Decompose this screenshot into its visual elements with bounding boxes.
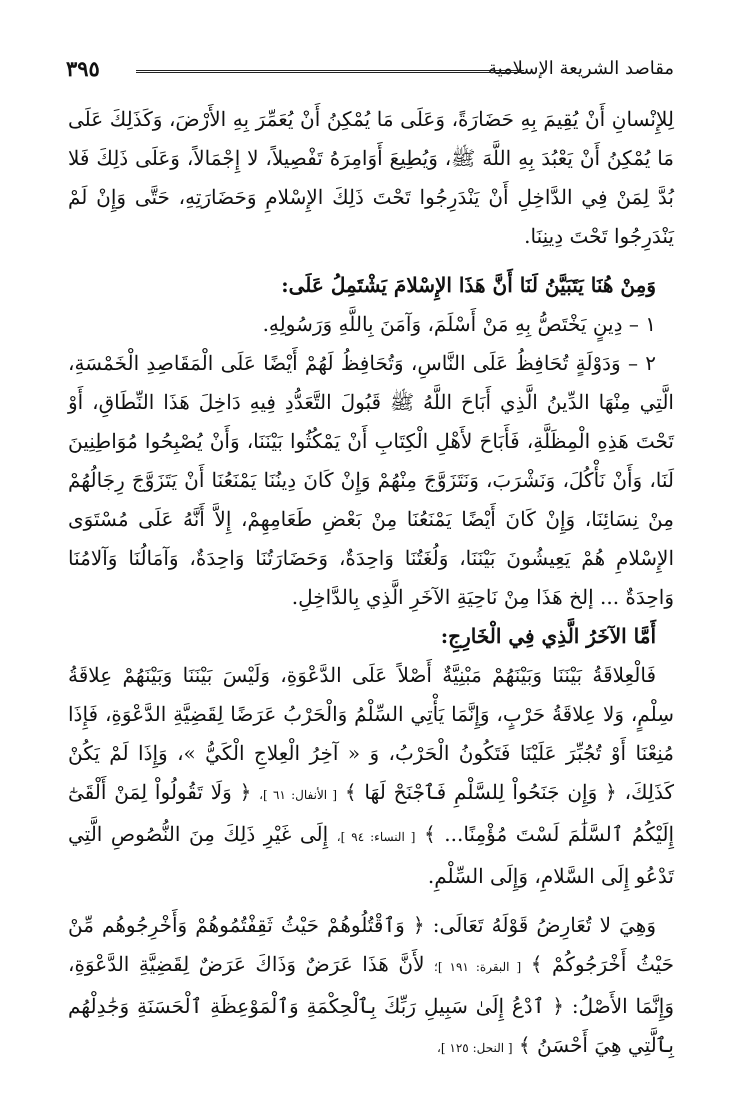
paragraph-4-text-b: لأَنَّ هَذَا عَرَضٌ وَذَاكَ عَرَضٌ لِقَضِيَّةِ الدَّعْوَةِ، وَإِنَّمَا الأَصْلُ: — [68, 952, 674, 1018]
quran-quote-1: ﴿ وَإِن جَنَحُواْ لِلسَّلْمِ فَٱجْنَحْ لَهَا ﴾ — [344, 780, 617, 804]
paragraph-3 — [68, 656, 674, 896]
paragraph-3-text-b: إِلَى غَيْرِ ذَلِكَ مِنَ النُّصُوصِ الَّتِي تَدْعُو إِلَى السَّلامِ، وَإِلَى السِّلْمِ. — [68, 822, 674, 888]
paragraph-4 — [68, 906, 674, 1068]
running-title: مقاصد الشريعة الإسلامية — [487, 58, 674, 79]
page-body — [68, 100, 674, 1068]
paragraph-1: لِلإِنْسانِ أَنْ يُقِيمَ بِهِ حَضَارَةً، وَعَلَى مَا يُمْكِنُ أَنْ يُعَمِّرَ بِهِ الأَرْضَ، وَكَذَلِكَ عَلَى مَا يُمْكِنُ أَنْ يَعْبُدَ بِهِ اللَّهَ ﷺ، وَيُطِيعَ أَوَامِرَهُ تَفْصِيلاً، لا إِجْمَالاً، وَعَلَى ذَلِكَ فَلا بُدَّ لِمَنْ فِي الدَّاخِلِ أَنْ يَنْدَرِجُوا تَحْتَ ذَلِكَ الإِسْلامِ وَحَضَارَتِهِ، حَتَّى وَإِنْ لَمْ يَنْدَرِجُوا تَحْتَ دِينِنَا. — [68, 107, 674, 248]
header-rule — [136, 70, 524, 75]
list-item-1: ١ – دِينٍ يَخْتَصُّ بِهِ مَنْ أَسْلَمَ، وَآمَنَ بِاللَّهِ وَرَسُولِهِ. — [262, 312, 656, 336]
quran-ref-1: [ الأنفال: ٦١ ]، — [259, 788, 338, 802]
quran-ref-3: [ البقرة: ١٩١ ]؛ — [434, 960, 522, 974]
quran-ref-2: [ النساء: ٩٤ ]، — [336, 830, 416, 844]
quran-ref-4: [ النحل: ١٢٥ ]، — [437, 1041, 513, 1055]
list-item-2: ٢ – وَدَوْلَةٍ تُحَافِظُ عَلَى النَّاسِ، وَتُحَافِظُ لَهُمْ أَيْضًا عَلَى الْمَقَاصِدِ الْخَمْسَةِ، الَّتِي مِنْهَا الدِّينُ الَّذِي أَبَاحَ اللَّهُ ﷺ قَبُولَ التَّعَدُّدِ فِيهِ دَاخِلَ هَذَا النِّطَاقِ، أَوْ تَحْتَ هَذِهِ الْمِظَلَّةِ، فَأَبَاحَ لأَهْلِ الْكِتَابِ أَنْ يَمْكُثُوا بَيْنَنَا، وَأَنْ يُصْبِحُوا مُوَاطِنِينَ لَنَا، وَأَنْ نَأْكُلَ، وَنَشْرَبَ، وَنَتَزَوَّجَ مِنْهُمْ وَإِنْ كَانَ دِينُنَا يَمْنَعُنَا أَنْ يَتَزَوَّجَ رِجَالُهُمْ مِنْ نِسَائِنَا، وَإِنْ كَانَ أَيْضًا يَمْنَعُنَا مِنْ بَعْضِ طَعَامِهِمْ، إِلاَّ أَنَّهُ عَلَى مُسْتَوَى الإِسْلامِ هُمْ يَعِيشُونَ بَيْنَنَا، وَلُغَتُنَا وَاحِدَةٌ، وَحَضَارَتُنَا وَاحِدَةٌ، وَآمَالُنَا وَآلامُنَا وَاحِدَةٌ ... إلخ هَذَا مِنْ نَاحِيَةِ الآخَرِ الَّذِي بِالدَّاخِلِ. — [68, 351, 674, 609]
quran-quote-4: ﴿ ٱدْعُ إِلَىٰ سَبِيلِ رَبِّكَ بِٱلْحِكْمَةِ وَٱلْمَوْعِظَةِ ٱلْحَسَنَةِ وَجَٰدِلْهُم بِٱلَّتِي هِيَ أَحْسَنُ ﴾ — [68, 994, 674, 1057]
quran-quote-3: ﴿ وَٱقْتُلُوهُمْ حَيْثُ ثَقِفْتُمُوهُمْ وَأَخْرِجُوهُم مِّنْ حَيْثُ أَخْرَجُوكُمْ ﴾ — [68, 913, 675, 976]
page-number: ٣٩٥ — [66, 56, 100, 81]
quran-quote-2: ﴿ وَلَا تَقُولُواْ لِمَنْ أَلْقَىٰٓ إِلَيْكُمُ ٱلسَّلَٰمَ لَسْتَ مُؤْمِنًا... ﴾ — [68, 780, 674, 846]
heading-outside: أَمَّا الآخَرُ الَّذِي فِي الْخَارِجِ: — [440, 624, 656, 648]
heading-includes: وَمِنْ هُنَا يَتَبَيَّنُ لَنَا أَنَّ هَذَا الإِسْلامَ يَشْتَمِلُ عَلَى: — [281, 273, 656, 297]
running-header — [66, 58, 674, 88]
paragraph-4-text-a: وَهِيَ لا تُعَارِضُ قَوْلَهُ تَعَالَى: — [432, 913, 656, 937]
paragraph-3-text-a: فَالْعِلاقَةُ بَيْنَنَا وَبَيْنَهُمْ مَبْنِيَّةٌ أَصْلاً عَلَى الدَّعْوَةِ، وَلَيْسَ بَيْنَنَا وَبَيْنَهُمْ عِلاقَةُ سِلْمٍ، وَلا عِلاقَةُ حَرْبٍ، وَإِنَّمَا يَأْتِي السِّلْمُ وَالْحَرْبُ عَرَضًا لِقَضِيَّةِ الدَّعْوَةِ، فَإِذَا مُنِعْنَا أَوْ تُجُبِّرَ عَلَيْنَا فَتَكُونُ الْحَرْبُ، وَ « آخِرُ الْعِلاجِ الْكَيُّ »، وَإِذَا لَمْ يَكُنْ كَذَلِكَ، — [68, 663, 675, 804]
